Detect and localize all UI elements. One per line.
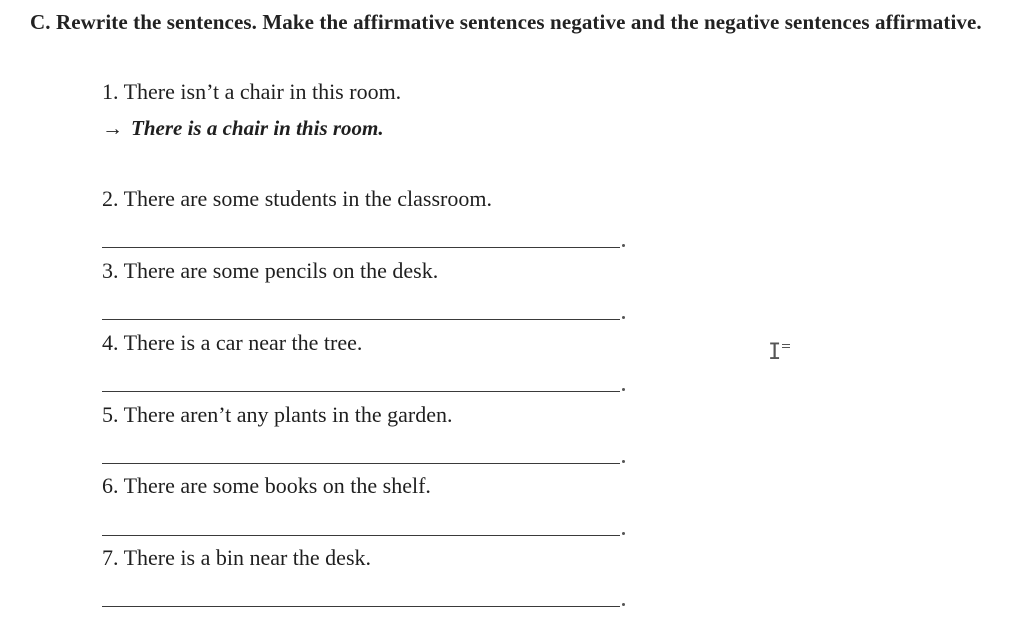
text-cursor-icon: I — [768, 340, 798, 366]
blank-period-4 — [622, 388, 625, 391]
answer-blank-5[interactable] — [102, 462, 620, 464]
sentence-7: 7. There is a bin near the desk. — [102, 545, 372, 570]
sentence-5: 5. There aren’t any plants in the garden. — [102, 402, 453, 427]
answer-blank-7[interactable] — [102, 605, 620, 607]
sentence-6: 6. There are some books on the shelf. — [102, 473, 431, 498]
answer-blank-2[interactable] — [102, 246, 620, 248]
blank-period-7 — [622, 603, 625, 606]
sentence-4: 4. There is a car near the tree. — [102, 330, 363, 355]
exercise-heading: C. Rewrite the sentences. Make the affirmative sentences negative and the negative sentences affirmative. — [30, 10, 982, 34]
blank-period-2 — [622, 244, 625, 247]
example-answer — [102, 114, 384, 142]
example-sentence: 1. There isn’t a chair in this room. — [102, 79, 402, 104]
arrow-right-icon: → — [102, 116, 123, 140]
answer-blank-6[interactable] — [102, 534, 620, 536]
answer-blank-3[interactable] — [102, 318, 620, 320]
answer-blank-4[interactable] — [102, 390, 620, 392]
sentence-3: 3. There are some pencils on the desk. — [102, 258, 439, 283]
blank-period-6 — [622, 532, 625, 535]
blank-period-3 — [622, 316, 625, 319]
sentence-2: 2. There are some students in the classroom. — [102, 186, 492, 211]
blank-period-5 — [622, 460, 625, 463]
example-answer-text: There is a chair in this room. — [131, 116, 384, 140]
